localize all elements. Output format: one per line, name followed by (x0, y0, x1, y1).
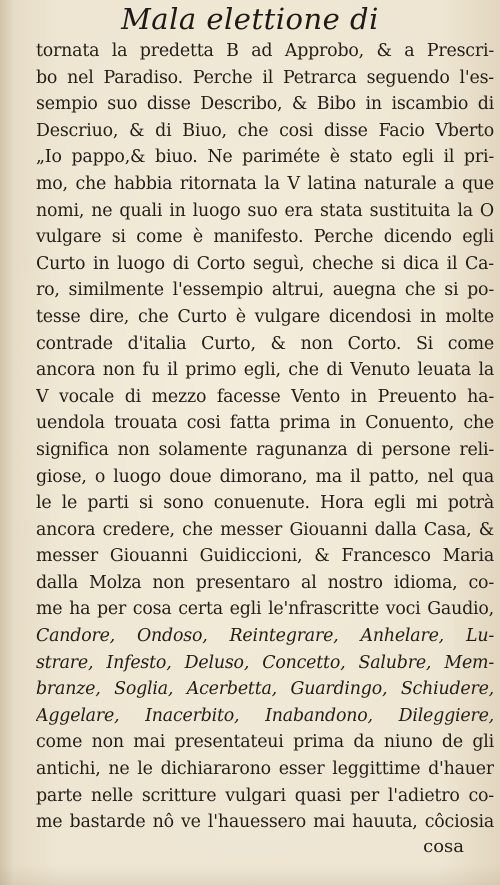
text-line: me bastarde nô ve l'hauessero mai hauuta, côciosia (36, 812, 494, 833)
text-line: parte nelle scritture vulgari quasi per l'adietro co- (36, 785, 494, 806)
text-line: ro, similmente l'essempio altrui, auegna che si po- (36, 280, 494, 301)
text-line: messer Giouanni Guidiccioni, & Francesco Maria (36, 546, 494, 567)
page-edge-shadow (0, 0, 14, 885)
text-line: tornata la predetta B ad Approbo, & a Prescri- (36, 41, 494, 61)
text-line: uendola trouata cosi fatta prima in Conuento, che (36, 413, 494, 434)
text-line: Curto in luogo di Corto seguì, cheche si dica il Ca- (36, 253, 494, 274)
text-line: tesse dire, che Curto è vulgare dicendosi in molte (36, 306, 494, 327)
body-text (36, 38, 494, 836)
text-line: branze, Soglia, Acerbetta, Guardingo, Schiudere, (36, 679, 494, 700)
text-line: antichi, ne le dichiararono esser leggittime d'hauer (36, 759, 494, 780)
text-line: dalla Molza non presentaro al nostro idioma, co- (36, 572, 494, 593)
text-line: Aggelare, Inacerbito, Inabandono, Dileggiere, (36, 705, 494, 726)
running-head: Mala elettione di (121, 2, 379, 36)
catchword: cosa (423, 836, 464, 857)
text-line: ancora non fu il primo egli, che di Venuto leuata la (36, 360, 494, 381)
text-line: giose, o luogo doue dimorano, ma il patto, nel qua (36, 466, 494, 487)
text-line: „Io pappo,& biuo. Ne pariméte è stato egli il pri- (36, 147, 494, 168)
text-line: strare, Infesto, Deluso, Concetto, Salubre, Mem- (36, 652, 494, 673)
text-line: mo, che habbia ritornata la V latina naturale a que (36, 173, 494, 194)
text-line: V vocale di mezzo facesse Vento in Preuento ha- (36, 386, 494, 407)
text-line: significa non solamente ragunanza di persone reli- (36, 439, 494, 460)
text-line: le le parti si sono conuenute. Hora egli mi potrà (36, 493, 494, 514)
text-line: bo nel Paradiso. Perche il Petrarca seguendo l'es- (36, 67, 494, 88)
text-line: Descriuo, & di Biuo, che cosi disse Facio Vberto (36, 120, 494, 141)
text-line: contrade d'italia Curto, & non Corto. Si come (36, 333, 494, 354)
text-line: sempio suo disse Describo, & Bibo in iscambio di (36, 94, 494, 115)
page-bottom-shadow (0, 865, 500, 885)
text-line: me ha per cosa certa egli le'nfrascritte voci Gaudio, (36, 599, 494, 620)
text-line: vulgare si come è manifesto. Perche dicendo egli (36, 227, 494, 248)
text-line: come non mai presentateui prima da niuno de gli (36, 732, 494, 753)
text-line: Candore, Ondoso, Reintegrare, Anhelare, Lu- (36, 626, 494, 647)
text-line: ancora credere, che messer Giouanni dalla Casa, & (36, 519, 494, 540)
text-line: nomi, ne quali in luogo suo era stata sustituita la O (36, 200, 494, 221)
